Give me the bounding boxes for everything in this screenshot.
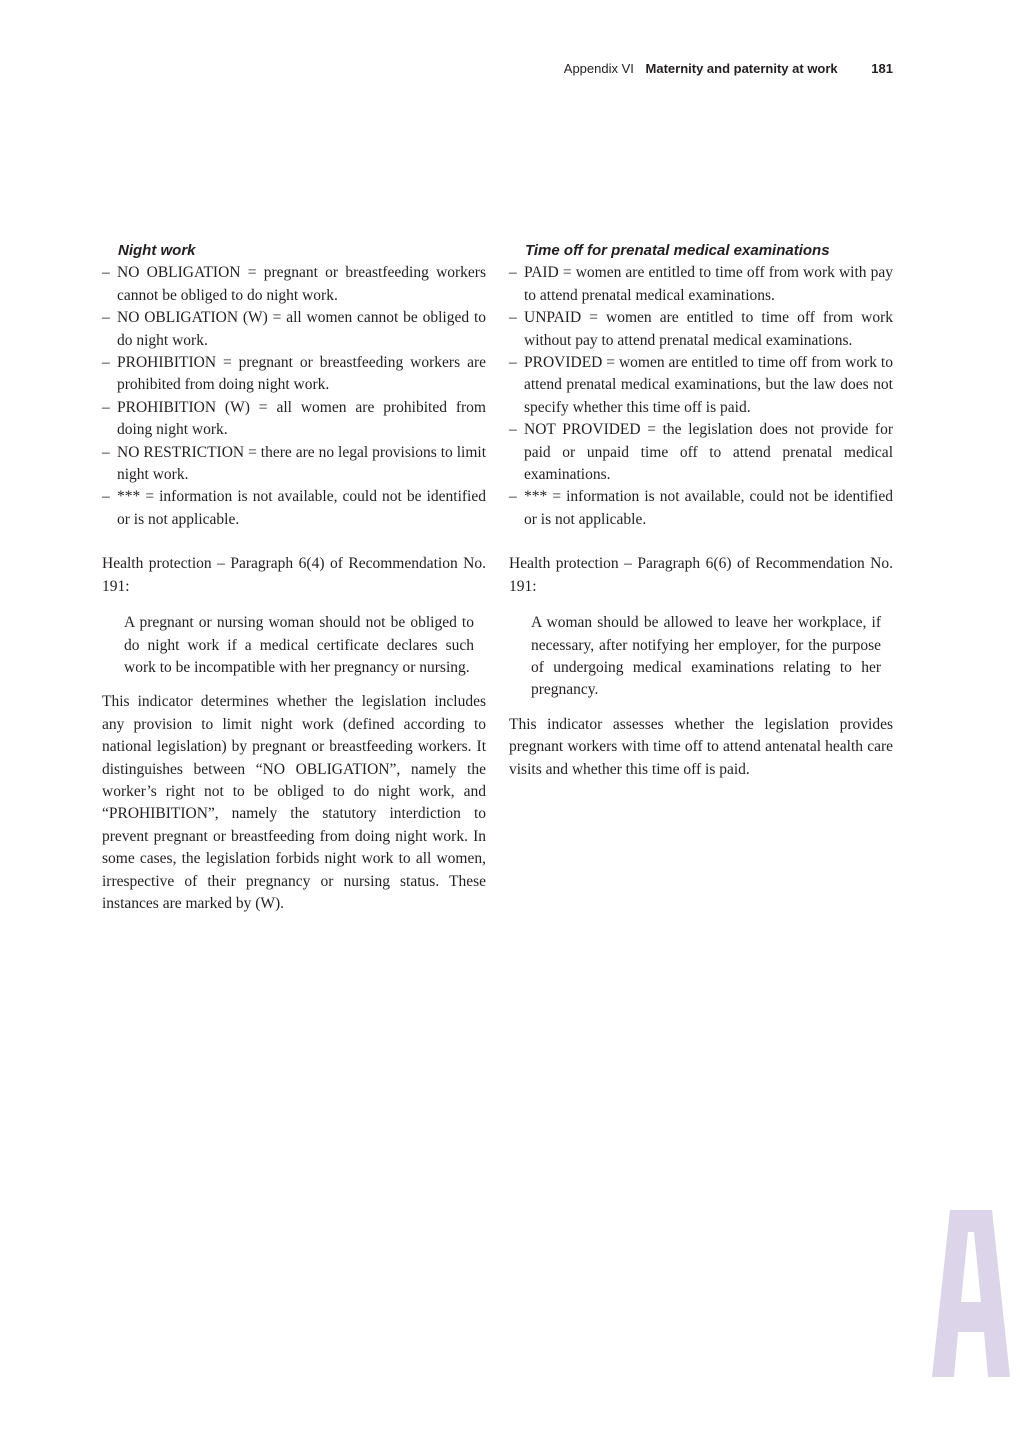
- night-work-description: This indicator determines whether the legislation includes any provision to limit night work (defined according to national legislation) by pregnant or breastfeeding workers. It distinguishes between “NO OBLIGATION”, namely the worker’s right not to be obliged to do night work, and “PROHIBITION”, namely the statutory interdiction to prevent pregnant or breastfeeding from doing night work. In some cases, the legislation forbids night work to all women, irrespective of their pregnancy or nursing status. These instances are marked by (W).: [102, 693, 486, 912]
- prenatal-time-off-heading: Time off for prenatal medical examinations: [525, 242, 830, 259]
- night-work-paragraph-label: Health protection – Paragraph 6(4) of Recommendation No. 191:: [102, 555, 486, 595]
- definition-text: NO OBLIGATION = pregnant or breastfeeding workers cannot be obliged to do night work.: [117, 264, 486, 304]
- prenatal-description: This indicator assesses whether the legislation provides pregnant workers with time off to attend antenatal health care visits and whether this time off is paid.: [509, 715, 893, 778]
- definition-item: [102, 442, 486, 487]
- dash-marker: –: [102, 264, 110, 282]
- definition-item: [102, 307, 486, 352]
- definition-item: [509, 262, 893, 307]
- header-chapter-title: Maternity and paternity at work: [645, 61, 838, 76]
- dash-marker: –: [102, 309, 110, 327]
- running-header: [564, 60, 893, 78]
- definition-item: [509, 352, 893, 419]
- definition-text: NOT PROVIDED = the legislation does not provide for paid or unpaid time off to attend prenatal medical examinations.: [524, 421, 893, 484]
- dash-marker: –: [509, 488, 517, 506]
- definition-text: PROHIBITION (W) = all women are prohibited from doing night work.: [117, 398, 486, 439]
- right-column: [509, 240, 893, 781]
- definition-item: [102, 486, 486, 531]
- dash-marker: –: [509, 309, 517, 327]
- definition-item: [102, 262, 486, 307]
- definition-text: *** = information is not available, could not be identified or is not applicable.: [117, 488, 486, 528]
- definition-text: NO OBLIGATION (W) = all women cannot be obliged to do night work.: [117, 309, 486, 349]
- dash-marker: –: [102, 398, 110, 416]
- definition-item: [102, 397, 486, 442]
- night-work-heading: Night work: [118, 242, 196, 259]
- dash-marker: –: [509, 354, 517, 372]
- definition-item: [509, 307, 893, 352]
- definition-item: [102, 352, 486, 397]
- dash-marker: –: [509, 421, 517, 439]
- section-letter-a: [932, 1210, 1010, 1377]
- definition-text: PROHIBITION = pregnant or breastfeeding workers are prohibited from doing night work.: [117, 354, 486, 394]
- left-column: [102, 240, 486, 915]
- definition-item: [509, 486, 893, 531]
- dash-marker: –: [102, 443, 110, 461]
- prenatal-time-off-definitions: [509, 262, 893, 531]
- definition-text: NO RESTRICTION = there are no legal provisions to limit night work.: [117, 443, 486, 484]
- definition-text: PAID = women are entitled to time off from work with pay to attend prenatal medical examinations.: [524, 264, 893, 304]
- definition-item: [509, 419, 893, 486]
- dash-marker: –: [102, 354, 110, 372]
- definition-text: PROVIDED = women are entitled to time off from work to attend prenatal medical examinations, but the law does not specify whether this time off is paid.: [524, 354, 893, 416]
- definition-text: *** = information is not available, could not be identified or is not applicable.: [524, 488, 893, 528]
- night-work-quote: A pregnant or nursing woman should not be obliged to do night work if a medical certificate declares such work to be incompatible with her pregnancy or nursing.: [124, 614, 474, 676]
- dash-marker: –: [509, 264, 517, 282]
- prenatal-quote: A woman should be allowed to leave her workplace, if necessary, after notifying her employer, for the purpose of undergoing medical examinations relating to her pregnancy.: [531, 614, 881, 699]
- page-number: 181: [871, 61, 893, 76]
- definition-text: UNPAID = women are entitled to time off from work without pay to attend prenatal medical examinations.: [524, 309, 893, 349]
- prenatal-paragraph-label: Health protection – Paragraph 6(6) of Recommendation No. 191:: [509, 555, 893, 595]
- header-appendix: Appendix VI: [563, 61, 634, 76]
- night-work-definitions: [102, 262, 486, 531]
- letter-a-glyph: [932, 1210, 1010, 1377]
- dash-marker: –: [102, 488, 110, 506]
